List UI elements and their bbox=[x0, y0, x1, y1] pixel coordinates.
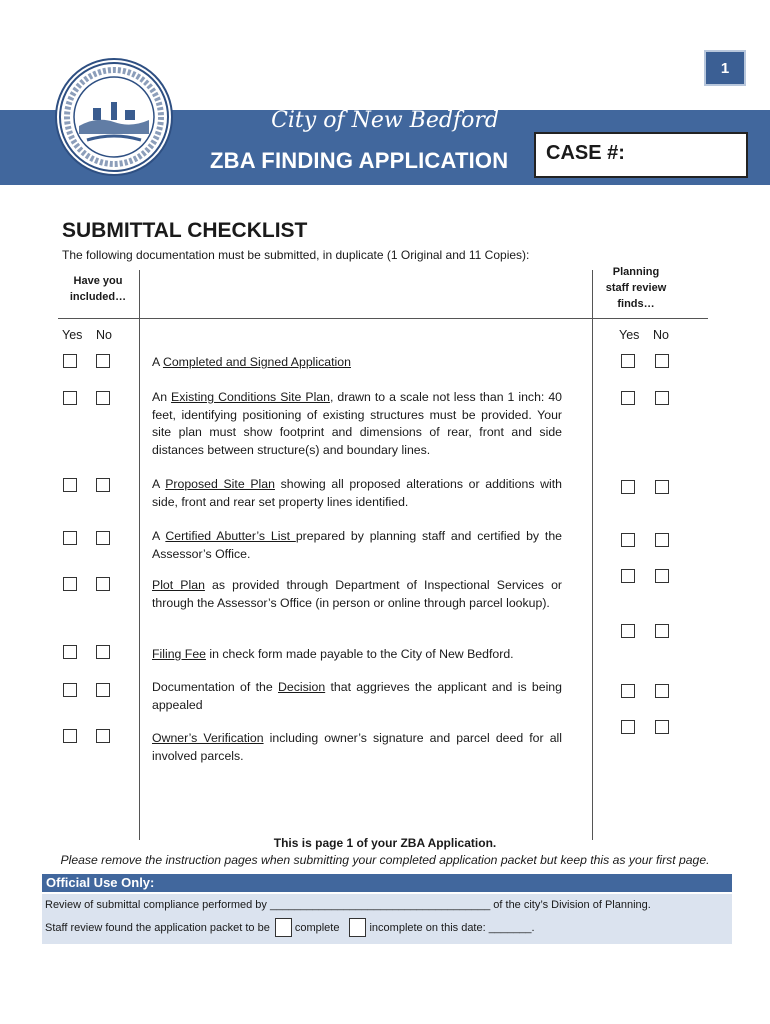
applicant-no-checkbox[interactable] bbox=[96, 391, 110, 405]
incomplete-checkbox[interactable] bbox=[349, 918, 366, 937]
official-use-section bbox=[42, 894, 732, 944]
applicant-no-checkbox[interactable] bbox=[96, 729, 110, 743]
right-column-header bbox=[594, 264, 678, 312]
applicant-yes-checkbox[interactable] bbox=[63, 577, 77, 591]
staff-yes-checkbox[interactable] bbox=[621, 533, 635, 547]
left-yes-label: Yes bbox=[62, 328, 83, 342]
applicant-yes-checkbox[interactable] bbox=[63, 683, 77, 697]
checklist-item: Owner’s Verification including owner’s signature and parcel deed for all involved parcels. bbox=[152, 731, 562, 763]
header-divider bbox=[58, 318, 708, 319]
applicant-no-checkbox[interactable] bbox=[96, 531, 110, 545]
right-no-label: No bbox=[653, 328, 669, 342]
page-note: This is page 1 of your ZBA Application. bbox=[273, 836, 497, 850]
right-header-line: finds… bbox=[617, 298, 655, 310]
staff-no-checkbox[interactable] bbox=[655, 391, 669, 405]
staff-yes-checkbox[interactable] bbox=[621, 391, 635, 405]
city-name: City of New Bedford bbox=[271, 108, 499, 133]
case-number-label: CASE #: bbox=[546, 142, 625, 164]
staff-yes-checkbox[interactable] bbox=[621, 480, 635, 494]
staff-no-checkbox[interactable] bbox=[655, 684, 669, 698]
page-number-badge: 1 bbox=[704, 50, 746, 86]
staff-yes-checkbox[interactable] bbox=[621, 624, 635, 638]
staff-review-prefix: Staff review found the application packet to be bbox=[45, 921, 270, 934]
staff-yes-checkbox[interactable] bbox=[621, 569, 635, 583]
left-column-header bbox=[58, 273, 138, 305]
applicant-yes-checkbox[interactable] bbox=[63, 354, 77, 368]
staff-review-line bbox=[45, 918, 535, 937]
case-number-field[interactable] bbox=[534, 132, 748, 178]
checklist-heading: SUBMITTAL CHECKLIST bbox=[62, 219, 308, 242]
left-header-line: included… bbox=[69, 291, 127, 303]
applicant-yes-checkbox[interactable] bbox=[63, 531, 77, 545]
staff-no-checkbox[interactable] bbox=[655, 720, 669, 734]
applicant-no-checkbox[interactable] bbox=[96, 577, 110, 591]
staff-yes-checkbox[interactable] bbox=[621, 684, 635, 698]
left-header-line: Have you bbox=[73, 275, 123, 287]
staff-yes-checkbox[interactable] bbox=[621, 354, 635, 368]
checklist-item: Filing Fee in check form made payable to the City of New Bedford. bbox=[152, 647, 514, 661]
right-header-line: Planning bbox=[612, 266, 660, 278]
applicant-no-checkbox[interactable] bbox=[96, 354, 110, 368]
right-header-line: staff review bbox=[605, 282, 667, 294]
applicant-no-checkbox[interactable] bbox=[96, 645, 110, 659]
left-no-label: No bbox=[96, 328, 112, 342]
applicant-no-checkbox[interactable] bbox=[96, 478, 110, 492]
left-column-divider bbox=[139, 270, 140, 840]
complete-checkbox[interactable] bbox=[275, 918, 292, 937]
official-use-heading: Official Use Only: bbox=[42, 874, 732, 892]
right-yes-label: Yes bbox=[619, 328, 640, 342]
staff-no-checkbox[interactable] bbox=[655, 624, 669, 638]
applicant-yes-checkbox[interactable] bbox=[63, 645, 77, 659]
instruction-note: Please remove the instruction pages when submitting your completed application packet but keep this as your first page. bbox=[60, 853, 710, 867]
staff-no-checkbox[interactable] bbox=[655, 533, 669, 547]
staff-no-checkbox[interactable] bbox=[655, 480, 669, 494]
review-line: Review of submittal compliance performed by ____________________________________ of the city’s Division of Planning. bbox=[45, 899, 651, 911]
applicant-no-checkbox[interactable] bbox=[96, 683, 110, 697]
staff-no-checkbox[interactable] bbox=[655, 569, 669, 583]
staff-no-checkbox[interactable] bbox=[655, 354, 669, 368]
checklist-intro: The following documentation must be submitted, in duplicate (1 Original and 11 Copies): bbox=[62, 248, 530, 262]
checklist-item: Plot Plan as provided through Department of Inspectional Services or through the Assessor’s Office (in person or online through parcel lookup). bbox=[152, 578, 563, 610]
applicant-yes-checkbox[interactable] bbox=[63, 729, 77, 743]
applicant-yes-checkbox[interactable] bbox=[63, 391, 77, 405]
right-column-divider bbox=[592, 270, 593, 840]
checklist-item: A Certified Abutter’s List prepared by planning staff and certified by the Assessor’s Office. bbox=[152, 529, 562, 561]
checklist-item: A Proposed Site Plan showing all proposed alterations or additions with side, front and rear set property lines identified. bbox=[152, 477, 562, 509]
checklist-item: Documentation of the Decision that aggrieves the applicant and is being appealed bbox=[152, 680, 562, 712]
form-title: ZBA FINDING APPLICATION bbox=[210, 148, 509, 173]
checklist-item: An Existing Conditions Site Plan, drawn to a scale not less than 1 inch: 40 feet, identifying positioning of existing structures must be provided. Your site plan must show footprint and dimensions of rear, front and side distances between structure(s) and boundary lines. bbox=[152, 390, 562, 457]
checklist-item: A Completed and Signed Application bbox=[152, 355, 351, 369]
applicant-yes-checkbox[interactable] bbox=[63, 478, 77, 492]
complete-label: complete bbox=[294, 921, 340, 934]
staff-yes-checkbox[interactable] bbox=[621, 720, 635, 734]
incomplete-label: incomplete on this date: _______. bbox=[369, 921, 535, 934]
